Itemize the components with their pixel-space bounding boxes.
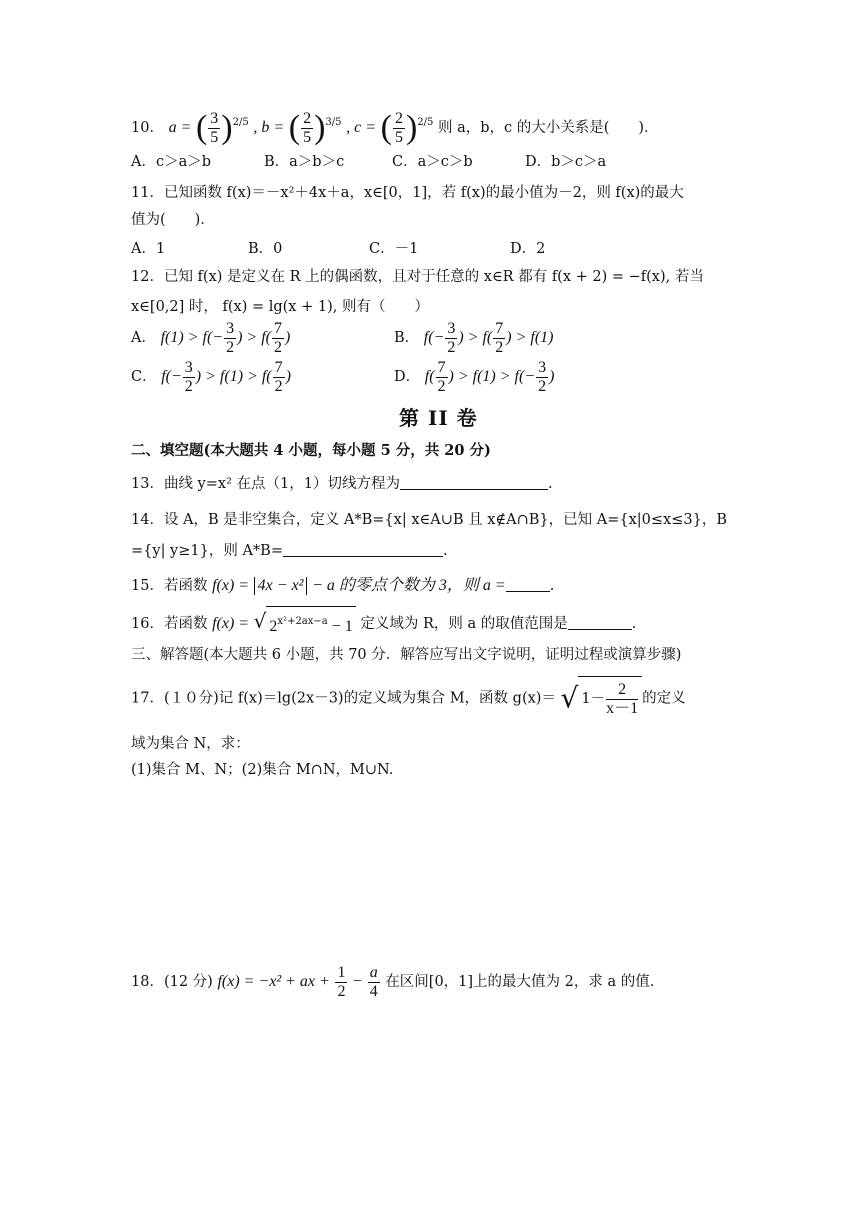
frac-num: 3 (210, 109, 219, 127)
frac-den: 5 (394, 128, 403, 146)
q12-line-2: x∈[0,2] 时， f(x) = lg(x + 1), 则有（ ） (131, 299, 429, 315)
option-text: ) > f( (237, 329, 271, 346)
option-text: ) > f(1) (506, 329, 554, 346)
q16-minus: − 1 (327, 618, 353, 635)
question-10 (131, 103, 659, 146)
q15-fx: f(x) = (212, 577, 250, 594)
q10-frac-2 (301, 110, 313, 147)
q13-end: . (547, 476, 553, 492)
frac-den: x－1 (606, 699, 639, 717)
frac-num: 3 (226, 319, 235, 337)
q10-option-a: A．c＞a＞b (131, 154, 212, 170)
q14-line-1: 14．设 A，B 是非空集合，定义 A*B={x| x∈A∪B 且 x∉A∩B}，已知 A={x|0≤x≤3}，B (131, 512, 727, 528)
fraction (606, 681, 638, 718)
paren-right: ) (314, 109, 326, 146)
option-label: C． (131, 369, 157, 385)
option-text: f( (424, 368, 435, 385)
q18-minus: − (353, 973, 363, 990)
frac-den: 2 (538, 377, 547, 395)
q12-line-1: 12．已知 f(x) 是定义在 R 上的偶函数，且对于任意的 x∈R 都有 f(x + 2) = −f(x), 若当 (131, 269, 704, 285)
frac-den: 2 (274, 377, 283, 395)
option-text: ) (284, 329, 291, 346)
frac-den: 2 (437, 377, 446, 395)
sqrt-icon: √ (560, 681, 579, 715)
question-18 (131, 962, 654, 1002)
option-label: A． (131, 330, 156, 346)
fraction (436, 359, 448, 396)
q17-line-2: 域为集合 N，求： (131, 736, 250, 752)
option-text: f(1) > f(− (160, 329, 224, 346)
q17-radicand (578, 676, 642, 721)
option-label: B． (394, 330, 420, 346)
paren-right: ) (221, 109, 233, 146)
fraction (493, 320, 505, 357)
q10-option-c: C．a＞c＞b (392, 154, 473, 170)
frac-num: 1 (337, 963, 346, 981)
question-17-line-1 (131, 676, 686, 720)
q17-line-3: (1)集合 M、N；(2)集合 M∩N，M∪N. (131, 762, 394, 778)
q16-base: 2 (269, 618, 278, 635)
q17-line-1: 17．(１０分)记 f(x)＝lg(2x－3)的定义域为集合 M，函数 g(x)＝ (131, 690, 556, 707)
q11-line-2: 值为( )． (131, 212, 215, 228)
frac-num: 2 (394, 109, 403, 127)
q11-option-a: A．1 (131, 241, 166, 257)
q16-end: . (631, 616, 637, 632)
q12-option-b (394, 318, 553, 358)
option-text: ) > f( (458, 329, 493, 346)
frac-num: 7 (495, 319, 504, 337)
fraction (224, 320, 236, 357)
question-14-line-2 (131, 541, 448, 561)
q16-pre: 16．若函数 (131, 616, 208, 632)
fraction (368, 964, 380, 1001)
q12-option-c (131, 357, 291, 397)
q10-exp-3: 2/5 (417, 117, 434, 128)
answer-blank[interactable] (506, 576, 550, 592)
frac-num: a (369, 963, 378, 981)
q15-post: − a 的零点个数为 3，则 a = (312, 577, 506, 594)
q11-line-1: 11．已知函数 f(x)＝－x²＋4x＋a，x∈[0，1]，若 f(x)的最小值为－2，则 f(x)的最大 (131, 185, 684, 201)
q10-option-d: D．b＞c＞a (525, 154, 607, 170)
frac-num: 7 (437, 358, 446, 376)
q16-exp: x²+2ax−a (277, 616, 328, 627)
section-2-heading: 二、填空题(本大题共 4 小题，每小题 5 分，共 20 分) (131, 442, 491, 459)
q10-exp-2: 3/5 (325, 117, 342, 128)
q18-fx: f(x) = −x² + ax + (217, 973, 330, 990)
frac-den: 2 (337, 982, 346, 1000)
q10-tail: 则 a，b，c 的大小关系是( )． (437, 120, 659, 136)
paren-left: ( (195, 109, 208, 146)
q10-expr-c: , c = (346, 119, 376, 136)
q12-option-a (131, 318, 290, 358)
q11-option-c: C．－1 (369, 241, 419, 257)
question-15 (131, 576, 554, 596)
q13-text: 13．曲线 y=x² 在点（1，1）切线方程为 (131, 476, 400, 492)
section-3-heading: 三、解答题(本大题共 6 小题，共 70 分．解答应写出文字说明，证明过程或演算步骤) (131, 647, 682, 663)
frac-num: 2 (606, 681, 638, 700)
frac-num: 7 (274, 358, 283, 376)
paren-left: ( (288, 109, 301, 146)
frac-den: 4 (369, 982, 378, 1000)
q17-rad-pre: 1－ (581, 691, 606, 707)
q18-pre: 18．(12 分) (131, 974, 213, 990)
option-label: D． (394, 369, 421, 385)
answer-blank[interactable] (283, 541, 443, 557)
q11-option-d: D．2 (510, 241, 546, 257)
q17-line-1-tail: 的定义 (642, 690, 686, 707)
frac-num: 7 (273, 319, 282, 337)
q12-option-d (394, 357, 554, 397)
q16-post: 定义域为 R，则 a 的取值范围是 (360, 616, 568, 632)
option-text: f(− (161, 368, 182, 385)
frac-num: 3 (184, 358, 193, 376)
paren-left: ( (380, 109, 392, 146)
frac-den: 5 (303, 128, 312, 146)
frac-den: 5 (210, 128, 219, 146)
fraction (272, 320, 284, 357)
option-text: ) > f(1) > f(− (448, 368, 536, 385)
frac-den: 2 (273, 338, 282, 356)
q15-abs: 4x − x² (254, 577, 308, 595)
part-2-title: 第 II 卷 (399, 406, 478, 430)
frac-num: 3 (447, 319, 456, 337)
q16-fx: f(x) = (212, 615, 250, 632)
frac-den: 2 (184, 377, 193, 395)
q10-number: 10． (131, 120, 164, 136)
question-13 (131, 474, 553, 494)
paren-right: ) (405, 109, 418, 146)
option-text: ) > f(1) > f( (195, 368, 272, 385)
q10-option-b: B．a＞b＞c (264, 154, 345, 170)
frac-num: 2 (303, 109, 312, 127)
sqrt-icon: √ (253, 609, 267, 633)
q10-expr-b: , b = (253, 119, 285, 136)
frac-den: 2 (447, 338, 456, 356)
answer-blank[interactable] (400, 474, 548, 490)
q10-frac-3 (393, 110, 405, 147)
fraction (183, 359, 195, 396)
question-16 (131, 606, 636, 636)
option-text: ) (285, 368, 291, 385)
q10-expr-a: a = (168, 119, 192, 136)
q15-pre: 15．若函数 (131, 578, 208, 594)
option-text: f(− (423, 329, 445, 346)
q18-post: 在区间[0，1]上的最大值为 2，求 a 的值. (385, 974, 655, 990)
q11-option-b: B．0 (248, 241, 283, 257)
q10-frac-1 (208, 110, 220, 147)
option-text: ) (549, 368, 555, 385)
fraction (273, 359, 285, 396)
q15-end: . (549, 578, 555, 594)
frac-num: 3 (538, 358, 547, 376)
fraction (445, 320, 457, 357)
fraction (335, 964, 347, 1001)
answer-blank[interactable] (568, 614, 632, 630)
fraction (536, 359, 548, 396)
q14-line-2: ={y| y≥1}，则 A*B= (131, 543, 283, 559)
frac-den: 2 (226, 338, 235, 356)
q14-end: . (443, 543, 448, 559)
q10-exp-1: 2/5 (232, 117, 249, 128)
q16-radicand (266, 606, 355, 642)
frac-den: 2 (495, 338, 504, 356)
